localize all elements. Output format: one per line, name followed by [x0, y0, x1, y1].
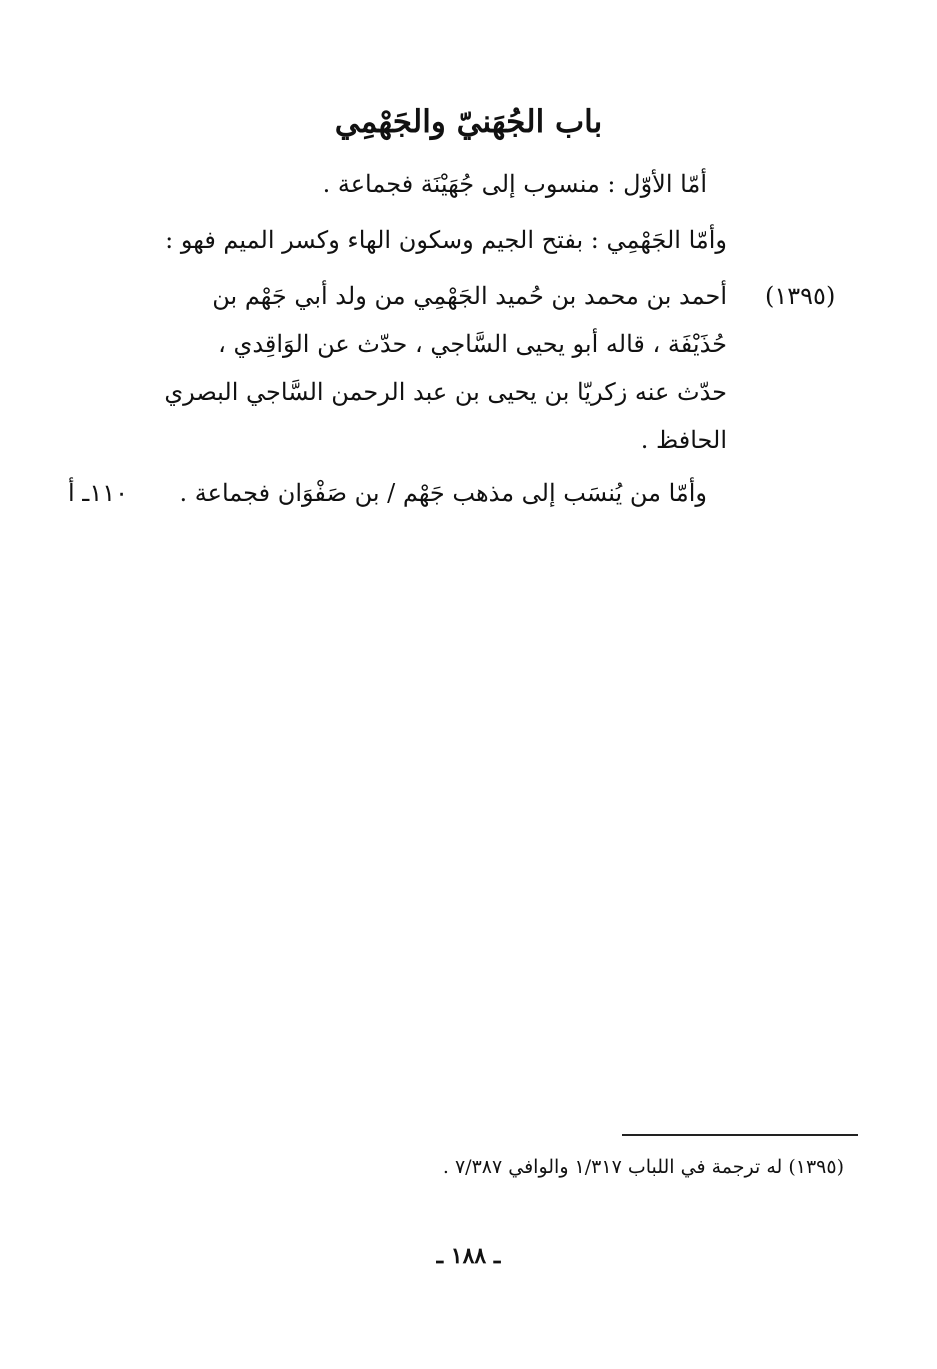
entry-line-2: حُذَيْفَة ، قاله أبو يحيى السَّاجي ، حدّث عن الوَاقِدي ، — [218, 330, 727, 358]
footnote: (١٣٩٥) له ترجمة في اللباب ١/٣١٧ والوافي ٧/٣٨٧ . — [442, 1156, 844, 1178]
entry-number: (١٣٩٥) — [765, 282, 836, 310]
footnote-separator — [622, 1134, 858, 1136]
entry-line-4: الحافظ . — [640, 426, 727, 454]
entry-line-3: حدّث عنه زكريّا بن يحيى بن عبد الرحمن السَّاجي البصري — [164, 378, 727, 406]
closing-paragraph: وأمّا من يُنسَب إلى مذهب جَهْم / بن صَفْوَان فجماعة . — [179, 479, 707, 507]
entry-line-1: أحمد بن محمد بن حُميد الجَهْمِي من ولد أبي جَهْم بن — [212, 282, 727, 310]
paragraph-jahmi: وأمّا الجَهْمِي : بفتح الجيم وسكون الهاء وكسر الميم فهو : — [165, 226, 727, 254]
page-number: ـ ١٨٨ ـ — [436, 1243, 501, 1269]
chapter-title: باب الجُهَنيّ والجَهْمِي — [334, 104, 603, 140]
margin-reference: ١١٠ـ أ — [68, 479, 128, 507]
paragraph-first: أمّا الأوّل : منسوب إلى جُهَيْنَة فجماعة . — [322, 170, 707, 198]
